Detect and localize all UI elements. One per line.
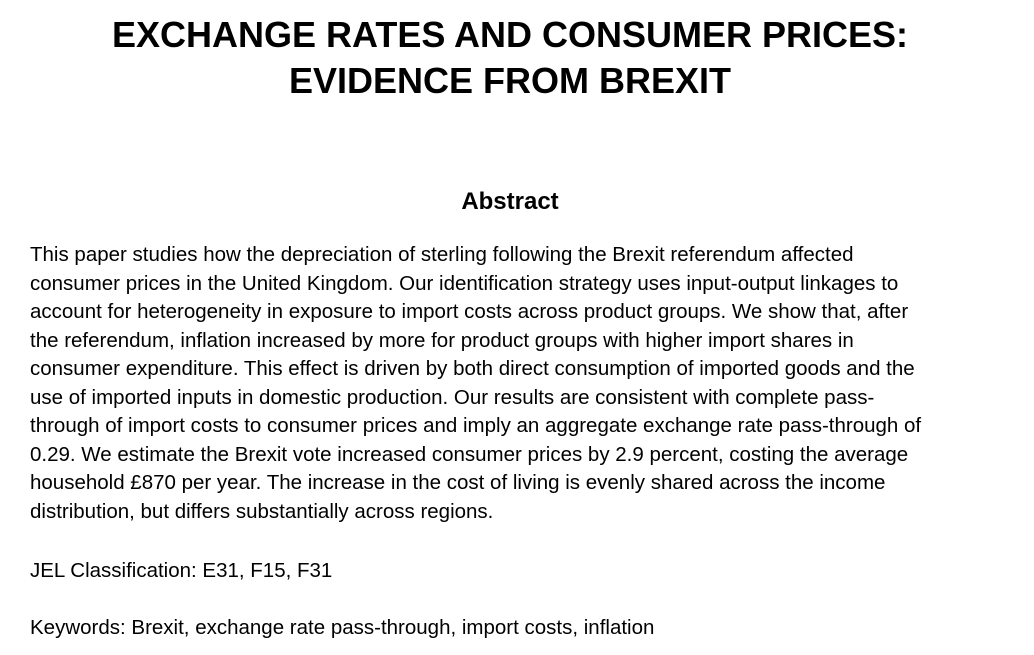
abstract-heading: Abstract (461, 188, 559, 215)
keywords: Keywords: Brexit, exchange rate pass-through, import costs, inflation (30, 616, 655, 639)
jel-classification: JEL Classification: E31, F15, F31 (30, 559, 333, 582)
abstract-line: This paper studies how the depreciation of sterling following the Brexit referendum affected (30, 243, 854, 266)
abstract-line: account for heterogeneity in exposure to import costs across product groups. We show that, after (30, 300, 909, 323)
abstract-line: consumer prices in the United Kingdom. Our identification strategy uses input-output linkages to (30, 271, 899, 295)
abstract-line: 0.29. We estimate the Brexit vote increased consumer prices by 2.9 percent, costing the average (30, 442, 909, 466)
abstract-line: use of imported inputs in domestic production. Our results are consistent with complete pass- (30, 385, 875, 409)
abstract-line: household £870 per year. The increase in the cost of living is evenly shared across the income (30, 471, 886, 494)
paper-title-line-1: EXCHANGE RATES AND CONSUMER PRICES: (111, 14, 909, 55)
abstract-line: distribution, but differs substantially across regions. (30, 499, 494, 523)
abstract-text (30, 241, 1010, 526)
paper-title-line-2: EVIDENCE FROM BREXIT (288, 60, 732, 101)
abstract-line: through of import costs to consumer prices and imply an aggregate exchange rate pass-through of (30, 414, 922, 437)
abstract-line: the referendum, inflation increased by more for product groups with higher import shares in (30, 328, 854, 352)
paper-title (0, 12, 1020, 104)
abstract-line: consumer expenditure. This effect is driven by both direct consumption of imported goods and the (30, 357, 915, 380)
